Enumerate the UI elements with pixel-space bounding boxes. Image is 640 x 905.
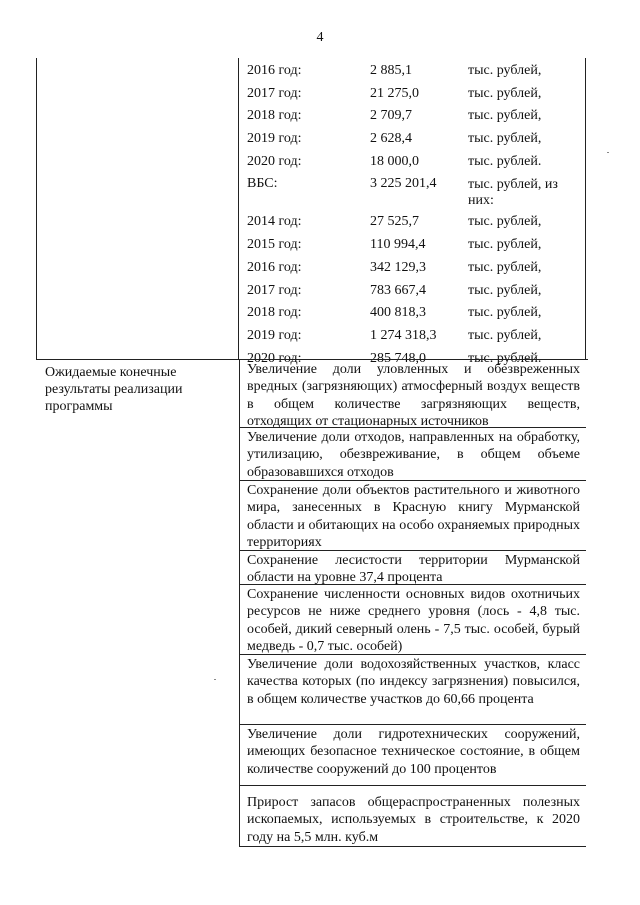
financing-year: 2020 год: — [247, 153, 302, 169]
financing-row — [247, 128, 583, 151]
financing-unit: тыс. рублей, — [468, 131, 542, 147]
result-item: Увеличение доли водохозяйственных участков, класс качества которых (по индексу загрязнения) повысился, в общем количестве участков до 60,66 процента — [240, 655, 586, 725]
financing-amount: 3 225 201,4 — [370, 176, 437, 192]
financing-year: 2015 год: — [247, 237, 302, 253]
financing-year: 2016 год: — [247, 259, 302, 275]
scan-speck — [607, 152, 609, 153]
financing-amount: 285 748,0 — [370, 350, 426, 366]
financing-unit: тыс. рублей, — [468, 108, 542, 124]
financing-amount: 21 275,0 — [370, 85, 419, 101]
result-item: Увеличение доли гидротехнических сооружений, имеющих безопасное техническое состояние, в общем количестве сооружений до 100 процентов — [240, 725, 586, 786]
financing-table — [247, 60, 583, 370]
financing-year: 2019 год: — [247, 327, 302, 343]
financing-amount: 27 525,7 — [370, 214, 419, 230]
result-item: Увеличение доли уловленных и обезвреженных вредных (загрязняющих) атмосферный воздух веществ в общем количестве загрязняющих веществ, отходящих от стационарных источников — [240, 360, 586, 428]
financing-year: 2018 год: — [247, 305, 302, 321]
financing-unit: тыс. рублей, — [468, 85, 542, 101]
expected-results-label: Ожидаемые конечные результаты реализации программы — [45, 365, 183, 414]
financing-row — [247, 257, 583, 280]
financing-row — [247, 60, 583, 83]
financing-row — [247, 280, 583, 303]
financing-unit: тыс. рублей, — [468, 237, 542, 253]
table-right-border — [585, 58, 586, 359]
financing-unit: тыс. рублей, — [468, 63, 542, 78]
result-item: Сохранение доли объектов растительного и животного мира, занесенных в Красную книгу Мурманской области и обитающих на особо охраняемых природных территориях — [240, 481, 586, 551]
financing-row — [247, 105, 583, 128]
financing-year: 2017 год: — [247, 85, 302, 101]
financing-unit: тыс. рублей, — [468, 327, 542, 343]
financing-unit: тыс. рублей, — [468, 305, 542, 321]
financing-year: ВБС: — [247, 176, 278, 192]
financing-amount: 2 628,4 — [370, 131, 412, 147]
financing-row — [247, 234, 583, 257]
financing-row — [247, 151, 583, 174]
financing-unit: тыс. рублей, — [468, 214, 542, 230]
expected-results-list — [239, 360, 586, 847]
financing-row — [247, 173, 583, 211]
scan-speck — [214, 679, 216, 680]
column-divider — [238, 58, 239, 359]
financing-unit: тыс. рублей, из них: — [468, 177, 558, 209]
result-item: Увеличение доли отходов, направленных на обработку, утилизацию, обезвреживание, в общем объеме образовавшихся отходов — [240, 428, 586, 481]
financing-year: 2016 год: — [247, 63, 302, 78]
financing-year: 2017 год: — [247, 282, 302, 298]
financing-row — [247, 211, 583, 234]
financing-amount: 2 709,7 — [370, 108, 412, 124]
page-number: 4 — [316, 30, 324, 45]
financing-year: 2014 год: — [247, 214, 302, 230]
financing-unit: тыс. рублей, — [468, 282, 542, 298]
table-left-border — [36, 58, 37, 359]
expected-results-section — [36, 359, 588, 845]
result-item: Сохранение лесистости территории Мурманской области на уровне 37,4 процента — [240, 551, 586, 585]
result-item: Сохранение численности основных видов охотничьих ресурсов не ниже среднего уровня (лось - 4,8 тыс. особей, дикий северный олень - 7,5 тыс. особей, бурый медведь - 0,7 тыс. особей) — [240, 585, 586, 655]
financing-amount: 110 994,4 — [370, 237, 426, 253]
financing-row — [247, 302, 583, 325]
financing-unit: тыс. рублей, — [468, 259, 542, 275]
financing-amount: 342 129,3 — [370, 259, 426, 275]
financing-amount: 783 667,4 — [370, 282, 426, 298]
financing-amount: 1 274 318,3 — [370, 327, 437, 343]
financing-row — [247, 325, 583, 348]
financing-row — [247, 83, 583, 106]
financing-unit: тыс. рублей. — [468, 153, 542, 169]
financing-year: 2020 год: — [247, 350, 302, 366]
financing-year: 2018 год: — [247, 108, 302, 124]
result-item: Прирост запасов общераспространенных полезных ископаемых, используемых в строительстве, к 2020 году на 5,5 млн. куб.м — [240, 786, 586, 847]
financing-year: 2019 год: — [247, 131, 302, 147]
financing-amount: 18 000,0 — [370, 153, 419, 169]
financing-amount: 2 885,1 — [370, 63, 412, 78]
financing-unit: тыс. рублей. — [468, 350, 542, 366]
financing-amount: 400 818,3 — [370, 305, 426, 321]
